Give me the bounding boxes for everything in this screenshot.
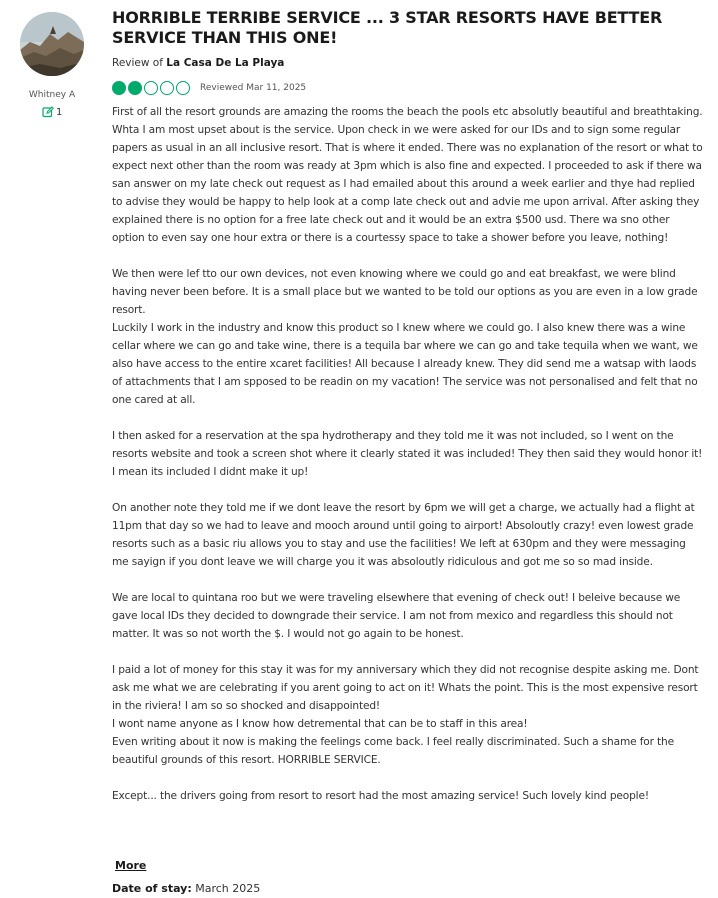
rating-bubble-empty — [176, 81, 190, 95]
avatar-image — [20, 12, 84, 76]
rating-bubble-filled — [128, 81, 142, 95]
rating-row — [112, 81, 306, 95]
rating-bubble-filled — [112, 81, 126, 95]
review-paragraph: Luckily I work in the industry and know this product so I knew where we could go. I also knew there was a wine cellar where we can go and take wine, there is a tequila bar where we can go and take tequila when we want, we also have access to the entire xcaret facilities! All because I already knew. They did send me a watsap with laods of attachments that I am spposed to be readin on my vacation! The service was not personalised and felt that no one cared at all. — [112, 322, 698, 406]
review-paragraph: On another note they told me if we dont leave the resort by 6pm we will get a charge, we actually had a flight at 11pm that day so we had to leave and mooch around until going to airport! Absoloutly crazy! even lowest grade resorts such as a basic riu allows you to stay and use the facilities! We left at 630pm and they were messaging me sayign if you dont leave we will charge you it was absoloutly ridiculous and got me so so mad inside. — [112, 502, 695, 568]
review-paragraph: We are local to quintana roo but we were traveling elsewhere that evening of check out! I beleive because we gave local IDs they decided to downgrade their service. I am not from mexico and regardless this should not matter. It was so not worth the $. I would not go again to be honest. — [112, 592, 681, 640]
avatar[interactable] — [20, 12, 84, 76]
review-of-prefix: Review of — [112, 57, 163, 69]
date-of-stay-value: March 2025 — [195, 882, 261, 895]
paragraph-gap — [112, 769, 704, 787]
review-paragraph: Whta I am most upset about is the service. Upon check in we were asked for our IDs and to sign some regular papers as usual in an all inclusive resort. That is where it ended. There was no explanation of the resort or what to expect next other than the room was ready at 3pm which is also fine and expected. I proceeded to ask if there wa san answer on my late check out request as I had emailed about this around a week earlier and thye had replied to advise they would be happy to help look at a comp late check out and advie me upon arrival. After asking they explained there is no option for a free late check out and it would be an extra $500 usd. There wa sno other option to even say one hour extra or there is a courtessy space to take a shower before you leave, nothing! — [112, 124, 703, 244]
edit-square-icon — [42, 106, 54, 118]
rating-bubble-empty — [160, 81, 174, 95]
date-of-stay-label: Date of stay: — [112, 882, 192, 895]
review-paragraph: I wont name anyone as I know how detremental that can be to staff in this area! — [112, 718, 528, 730]
review-of — [112, 57, 284, 69]
paragraph-gap — [112, 247, 704, 265]
contribution-count-value: 1 — [56, 106, 63, 118]
contribution-count — [42, 106, 62, 118]
review-paragraph: Except... the drivers going from resort to resort had the most amazing service! Such lovely kind people! — [112, 790, 649, 802]
review-paragraph: I paid a lot of money for this stay it was for my anniversary which they did not recognise despite asking me. Dont ask me what we are celebrating if you arent going to act on it! Whats the point. This is the most expensive resort in the riviera! I am so so shocked and disappointed! — [112, 664, 699, 712]
reviewer-name[interactable]: Whitney A — [28, 90, 76, 100]
review-paragraph: First of all the resort grounds are amazing the rooms the beach the pools etc absolutly beautiful and breathtaking. — [112, 106, 703, 118]
more-link[interactable]: More — [115, 859, 147, 872]
review-paragraph: We then were lef tto our own devices, not even knowing where we could go and eat breakfast, we were blind having never been before. It is a small place but we wanted to be told our options as you are even in a low grade resort. — [112, 268, 698, 316]
review-paragraph: Even writing about it now is making the feelings come back. I feel really discriminated. Such a shame for the beautiful grounds of this resort. HORRIBLE SERVICE. — [112, 736, 674, 766]
reviewed-date: Reviewed Mar 11, 2025 — [200, 83, 307, 93]
property-link[interactable]: La Casa De La Playa — [166, 57, 285, 69]
paragraph-gap — [112, 481, 704, 499]
rating-bubble-empty — [144, 81, 158, 95]
paragraph-gap — [112, 571, 704, 589]
review-paragraph: I then asked for a reservation at the spa hydrotherapy and they told me it was not included, so I went on the resorts website and took a screen shot where it clearly stated it was included! They then said they would honor it! I mean its included I didnt make it up! — [112, 430, 703, 478]
paragraph-gap — [112, 409, 704, 427]
rating-bubbles — [112, 81, 192, 95]
review-title[interactable]: HORRIBLE TERRIBE SERVICE ... 3 STAR RESORTS HAVE BETTER SERVICE THAN THIS ONE! — [112, 8, 663, 47]
paragraph-gap — [112, 643, 704, 661]
review-body — [112, 103, 704, 805]
date-of-stay — [112, 882, 260, 895]
